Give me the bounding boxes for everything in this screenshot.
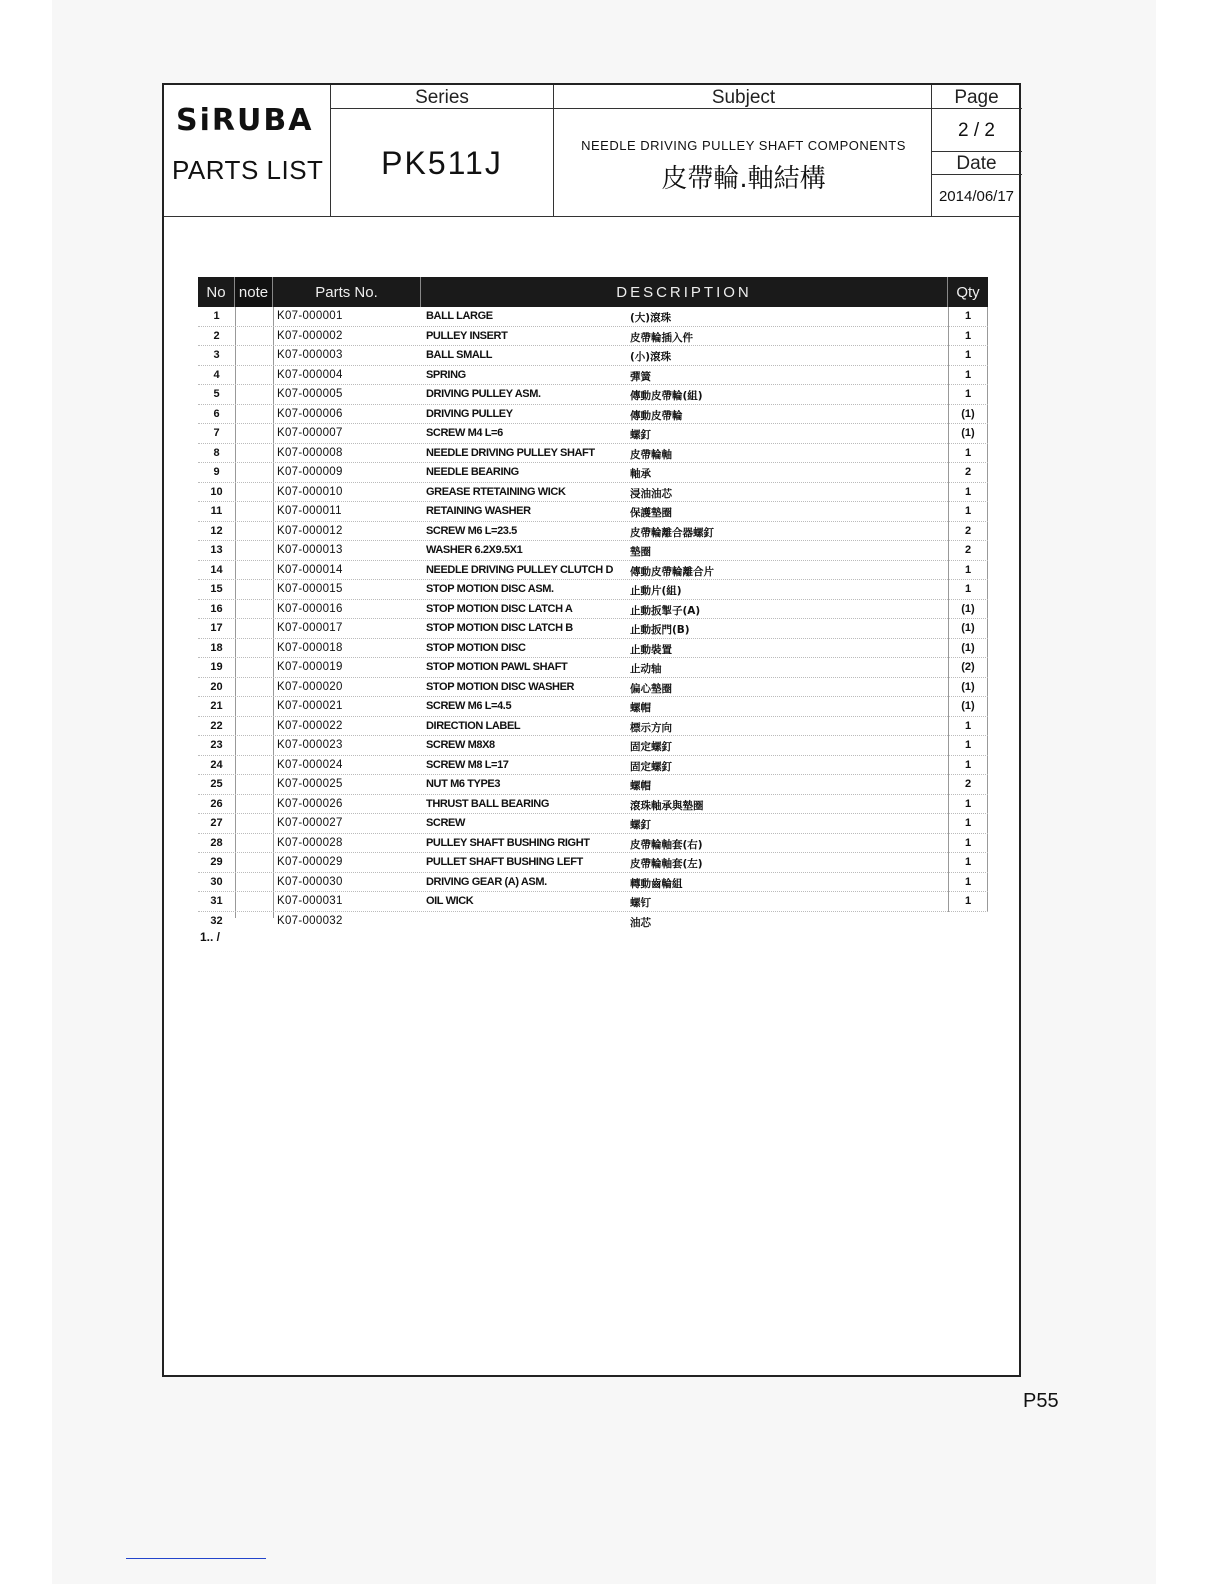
column-header-note: note	[235, 277, 273, 307]
part-number: K07-000016	[277, 602, 343, 615]
part-number: K07-000029	[277, 856, 343, 868]
description-english: SPRING	[426, 368, 466, 381]
quantity: (2)	[961, 661, 975, 673]
description-chinese: 螺釘	[630, 429, 651, 441]
row-number: 5	[213, 388, 220, 400]
description-english: PULLEY INSERT	[426, 329, 508, 342]
description-chinese: 標示方向	[630, 721, 672, 734]
row-number: 28	[210, 836, 223, 849]
table-row	[198, 697, 988, 717]
description-chinese: 皮帶輪插入件	[630, 331, 693, 344]
description-chinese: 固定螺釘	[630, 760, 672, 773]
series-value: PK511J	[381, 145, 503, 181]
description-english: DRIVING PULLEY ASM.	[426, 388, 541, 400]
description-chinese: 止動裝置	[630, 643, 672, 656]
quantity: 1	[964, 329, 972, 342]
link-underline	[126, 1558, 266, 1559]
description-english: OIL WICK	[426, 895, 474, 907]
description-english: SCREW M6 L=23.5	[426, 524, 517, 537]
description-chinese: (小)滾珠	[630, 351, 672, 363]
part-number: K07-000021	[277, 700, 343, 712]
table-row	[198, 639, 988, 659]
row-number: 32	[210, 914, 223, 927]
quantity: 2	[964, 544, 972, 556]
part-number: K07-000031	[277, 895, 343, 907]
part-number: K07-000028	[277, 836, 343, 849]
part-number: K07-000024	[277, 758, 343, 771]
description-english: SCREW M8 L=17	[426, 758, 509, 771]
row-number: 25	[210, 778, 223, 790]
table-row	[198, 678, 988, 698]
table-row	[198, 327, 988, 347]
row-number: 12	[210, 524, 223, 537]
column-header-parts-no: Parts No.	[273, 277, 421, 307]
subject-english: NEEDLE DRIVING PULLEY SHAFT COMPONENTS	[581, 138, 906, 153]
quantity: (1)	[961, 680, 975, 693]
table-row	[198, 405, 988, 425]
table-row	[198, 834, 988, 854]
description-chinese: 固定螺釘	[630, 741, 672, 753]
description-chinese: 止动轴	[630, 663, 662, 675]
table-row	[198, 795, 988, 815]
column-header-description: DESCRIPTION	[421, 277, 948, 307]
table-row	[198, 346, 988, 366]
row-number: 19	[210, 661, 223, 673]
quantity: 1	[964, 739, 972, 751]
description-english: DRIVING GEAR (A) ASM.	[426, 875, 547, 888]
part-number: K07-000030	[277, 875, 343, 888]
part-number: K07-000013	[277, 544, 343, 556]
table-row	[198, 502, 988, 522]
part-number: K07-000017	[277, 622, 343, 634]
part-number: K07-000026	[277, 797, 343, 810]
page-footer: P55	[1023, 1390, 1059, 1412]
table-row	[198, 736, 988, 756]
footnote: 1.. /	[200, 930, 221, 944]
row-number: 17	[210, 622, 223, 634]
part-number: K07-000015	[277, 583, 343, 595]
table-row	[198, 366, 988, 386]
part-number: K07-000014	[277, 563, 343, 576]
table-row	[198, 600, 988, 620]
part-number: K07-000032	[277, 914, 343, 927]
table-row	[198, 873, 988, 893]
part-number: K07-000005	[277, 388, 343, 400]
description-english: STOP MOTION DISC	[426, 641, 526, 654]
table-row	[198, 444, 988, 464]
row-number: 7	[213, 427, 220, 439]
description-english: NEEDLE BEARING	[426, 466, 519, 478]
description-english: NUT M6 TYPE3	[426, 778, 501, 790]
date-value: 2014/06/17	[938, 188, 1015, 205]
row-number: 21	[210, 700, 223, 712]
quantity: 2	[964, 466, 972, 478]
quantity: 1	[964, 349, 972, 361]
description-english: BALL LARGE	[426, 310, 493, 322]
part-number: K07-000002	[277, 329, 343, 342]
quantity: 2	[964, 524, 972, 537]
description-chinese: 傳動皮帶輪(組)	[630, 390, 703, 402]
table-row	[198, 892, 988, 912]
description-english: STOP MOTION DISC LATCH A	[426, 602, 573, 615]
row-number: 13	[210, 544, 223, 556]
row-number: 8	[213, 446, 220, 459]
row-number: 14	[210, 563, 223, 576]
description-chinese: 螺帽	[630, 702, 651, 714]
row-number: 2	[213, 329, 220, 342]
part-number: K07-000012	[277, 524, 343, 537]
part-number: K07-000020	[277, 680, 343, 693]
description-chinese: 皮帶輪軸套(右)	[630, 838, 703, 851]
page-label: Page	[954, 87, 999, 108]
table-row	[198, 483, 988, 503]
table-row	[198, 580, 988, 600]
row-number: 9	[213, 466, 220, 478]
quantity: 1	[964, 895, 972, 907]
table-row	[198, 814, 988, 834]
parts-list-label: PARTS LIST	[172, 155, 324, 185]
quantity: 1	[964, 719, 972, 732]
row-number: 3	[213, 349, 220, 361]
description-english: DIRECTION LABEL	[426, 719, 521, 732]
table-header	[198, 277, 988, 307]
description-chinese: 彈簧	[630, 370, 651, 383]
description-chinese: 偏心墊圈	[630, 682, 672, 695]
brand-logo: SiRUBA	[176, 103, 314, 138]
quantity: (1)	[961, 622, 975, 634]
quantity: (1)	[961, 407, 975, 420]
quantity: 1	[964, 563, 972, 576]
part-number: K07-000003	[277, 349, 343, 361]
description-chinese: 墊圈	[630, 546, 651, 558]
quantity: (1)	[961, 602, 975, 615]
description-english: SCREW M6 L=4.5	[426, 700, 512, 712]
table-row	[198, 463, 988, 483]
quantity: 2	[964, 778, 972, 790]
description-chinese: 傳動皮帶輪離合片	[630, 565, 714, 578]
column-header-qty: Qty	[956, 284, 980, 301]
description-chinese: 保護墊圈	[630, 507, 672, 519]
part-number: K07-000023	[277, 739, 343, 751]
row-number: 6	[213, 407, 220, 420]
quantity: 1	[964, 758, 972, 771]
description-chinese: 油芯	[630, 916, 651, 929]
description-chinese: 軸承	[630, 468, 651, 480]
description-english: SCREW	[426, 817, 465, 829]
quantity: 1	[964, 446, 972, 459]
quantity: 1	[964, 505, 972, 517]
description-english: STOP MOTION DISC LATCH B	[426, 622, 573, 634]
part-number: K07-000009	[277, 466, 343, 478]
description-chinese: 止動片(組)	[630, 585, 682, 597]
title-block	[164, 85, 1019, 217]
description-english: DRIVING PULLEY	[426, 407, 513, 420]
quantity: 1	[964, 310, 972, 322]
description-english: NEEDLE DRIVING PULLEY CLUTCH D	[426, 563, 614, 576]
part-number: K07-000001	[277, 310, 343, 322]
part-number: K07-000027	[277, 817, 343, 829]
part-number: K07-000025	[277, 778, 343, 790]
row-number: 4	[213, 368, 220, 381]
description-english: BALL SMALL	[426, 349, 493, 361]
description-chinese: 滾珠軸承與墊圈	[630, 799, 704, 812]
part-number: K07-000008	[277, 446, 343, 459]
description-chinese: 止動扳掣子(A)	[630, 604, 701, 617]
description-chinese: 轉動齒輪組	[630, 877, 683, 890]
date-label: Date	[956, 153, 997, 174]
description-chinese: 螺釘	[630, 819, 651, 831]
description-english: STOP MOTION PAWL SHAFT	[426, 661, 568, 673]
quantity: 1	[964, 875, 972, 888]
part-number: K07-000019	[277, 661, 343, 673]
quantity: 1	[964, 836, 972, 849]
quantity: 1	[964, 856, 972, 868]
description-english: STOP MOTION DISC ASM.	[426, 583, 554, 595]
quantity: (1)	[961, 700, 975, 712]
description-english: PULLET SHAFT BUSHING LEFT	[426, 856, 583, 868]
table-row	[198, 561, 988, 581]
part-number: K07-000007	[277, 427, 343, 439]
description-english: PULLEY SHAFT BUSHING RIGHT	[426, 836, 590, 849]
column-header-no: No	[198, 277, 235, 307]
row-number: 30	[210, 875, 223, 888]
subject-label: Subject	[711, 87, 776, 108]
row-number: 29	[210, 856, 223, 868]
description-chinese: 止動扳門(B)	[630, 624, 690, 636]
part-number: K07-000010	[277, 485, 343, 498]
part-number: K07-000018	[277, 641, 343, 654]
table-body	[198, 307, 988, 931]
description-chinese: 傳動皮帶輪	[630, 409, 683, 422]
row-number: 23	[210, 739, 223, 751]
description-chinese: 浸油油芯	[630, 487, 672, 500]
description-chinese: (大)滾珠	[630, 312, 672, 324]
quantity: (1)	[961, 641, 975, 654]
divider	[553, 85, 554, 216]
quantity: (1)	[961, 427, 975, 439]
table-row	[198, 853, 988, 873]
quantity: 1	[964, 817, 972, 829]
table-row	[198, 912, 988, 932]
series-label: Series	[415, 87, 469, 108]
table-row	[198, 541, 988, 561]
description-english: SCREW M4 L=6	[426, 427, 503, 439]
quantity: 1	[964, 583, 972, 595]
row-number: 1	[213, 310, 220, 322]
row-number: 27	[210, 817, 223, 829]
description-english: NEEDLE DRIVING PULLEY SHAFT	[426, 446, 595, 459]
table-row	[198, 775, 988, 795]
row-number: 18	[210, 641, 223, 654]
table-row	[198, 385, 988, 405]
description-chinese: 皮帶輪離合器螺釘	[630, 526, 714, 539]
table-row	[198, 307, 988, 327]
subject-chinese: 皮帶輪.軸結構	[661, 164, 826, 194]
part-number: K07-000022	[277, 719, 343, 732]
page-value: 2 / 2	[958, 120, 995, 141]
row-number: 31	[210, 895, 223, 907]
description-english: STOP MOTION DISC WASHER	[426, 680, 575, 693]
description-chinese: 皮帶輪軸	[630, 448, 672, 461]
table-row	[198, 424, 988, 444]
description-chinese: 螺钉	[630, 897, 651, 909]
row-number: 20	[210, 680, 223, 693]
table-row	[198, 717, 988, 737]
quantity: 1	[964, 388, 972, 400]
quantity: 1	[964, 797, 972, 810]
description-english: WASHER 6.2X9.5X1	[426, 544, 523, 556]
description-chinese: 皮帶輪軸套(左)	[630, 858, 703, 870]
row-number: 10	[210, 485, 223, 498]
row-number: 11	[210, 505, 223, 517]
quantity: 1	[964, 485, 972, 498]
description-chinese: 螺帽	[630, 780, 651, 792]
description-english: SCREW M8X8	[426, 739, 495, 751]
row-number: 16	[210, 602, 223, 615]
table-row	[198, 619, 988, 639]
row-number: 15	[210, 583, 223, 595]
part-number: K07-000004	[277, 368, 343, 381]
quantity: 1	[964, 368, 972, 381]
table-row	[198, 756, 988, 776]
table-row	[198, 522, 988, 542]
row-number: 22	[210, 719, 223, 732]
table-row	[198, 658, 988, 678]
divider	[931, 151, 1022, 152]
row-number: 24	[210, 758, 223, 771]
description-english: THRUST BALL BEARING	[426, 797, 549, 810]
part-number: K07-000006	[277, 407, 343, 420]
description-english: GREASE RTETAINING WICK	[426, 485, 566, 498]
part-number: K07-000011	[277, 505, 342, 517]
parts-table	[198, 277, 988, 931]
row-number: 26	[210, 797, 223, 810]
description-english: RETAINING WASHER	[426, 505, 531, 517]
